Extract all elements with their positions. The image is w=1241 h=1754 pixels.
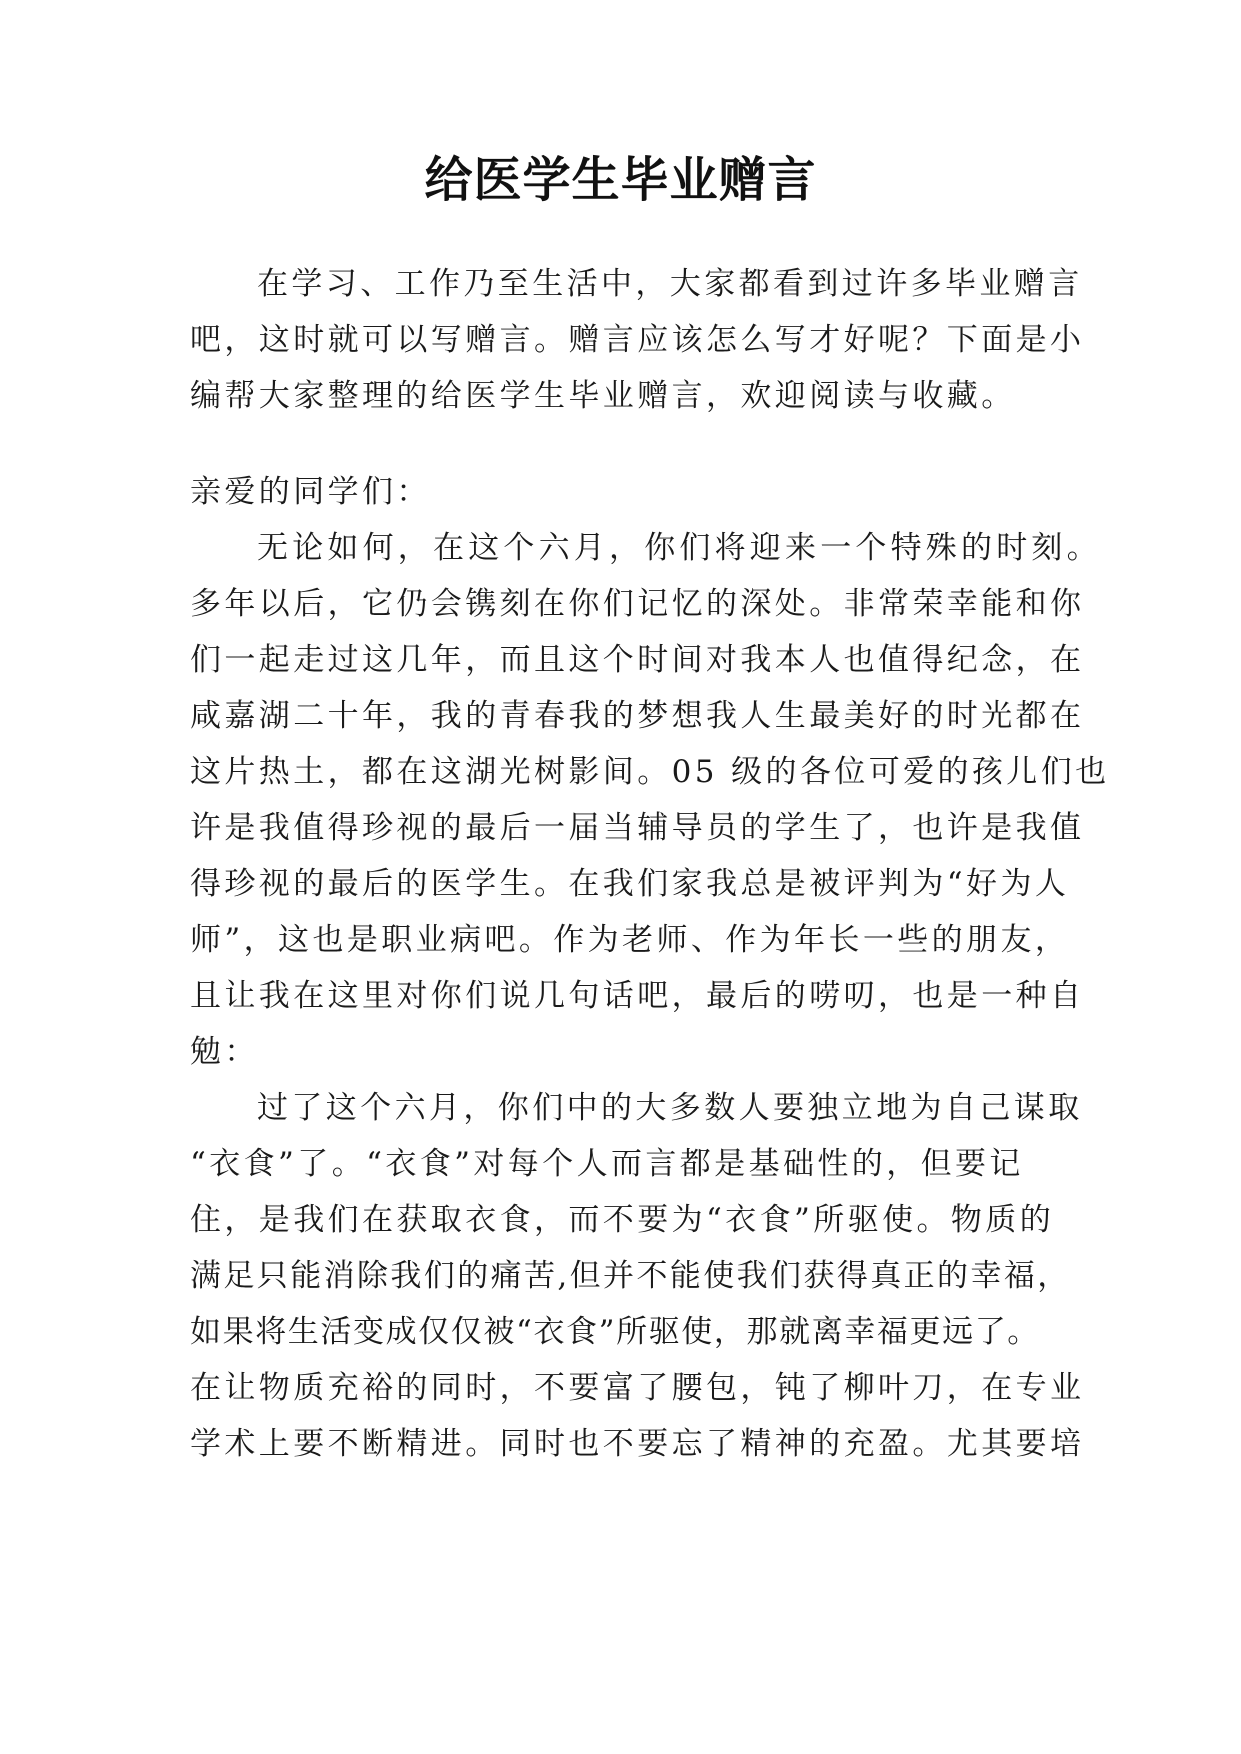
paragraph-line: 满足只能消除我们的痛苦,但并不能使我们获得真正的幸福， — [190, 1258, 1071, 1294]
paragraph-line: 学术上要不断精进。同时也不要忘了精神的充盈。尤其要培 — [190, 1426, 1085, 1462]
paragraph-line: 这片热土，都在这湖光树影间。05 级的各位可爱的孩儿们也 — [190, 754, 1110, 790]
intro-line: 编帮大家整理的给医学生毕业赠言，欢迎阅读与收藏。 — [190, 378, 1016, 414]
paragraph-line: 如果将生活变成仅仅被“衣食”所驱使，那就离幸福更远了。 — [190, 1314, 1040, 1350]
paragraph-line: 住，是我们在获取衣食，而不要为“衣食”所驱使。物质的 — [190, 1202, 1055, 1238]
intro-line: 吧，这时就可以写赠言。赠言应该怎么写才好呢？下面是小 — [190, 322, 1085, 358]
paragraph-line: 在让物质充裕的同时，不要富了腰包，钝了柳叶刀，在专业 — [190, 1370, 1085, 1406]
paragraph-line: 师”，这也是职业病吧。作为老师、作为年长一些的朋友， — [190, 922, 1070, 958]
paragraph-line: 过了这个六月，你们中的大多数人要独立地为自己谋取 — [257, 1090, 1083, 1126]
paragraph-line: 得珍视的最后的医学生。在我们家我总是被评判为“好为人 — [190, 866, 1070, 902]
paragraph-line: 勉： — [190, 1034, 259, 1070]
salutation: 亲爱的同学们： — [190, 474, 431, 510]
paragraph-line: “衣食”了。“衣食”对每个人而言都是基础性的，但要记 — [190, 1146, 1024, 1182]
paragraph-line: 多年以后，它仍会镌刻在你们记忆的深处。非常荣幸能和你 — [190, 586, 1085, 622]
intro-line: 在学习、工作乃至生活中，大家都看到过许多毕业赠言 — [257, 266, 1083, 302]
paragraph-line: 且让我在这里对你们说几句话吧，最后的唠叨，也是一种自 — [190, 978, 1085, 1014]
paragraph-line: 许是我值得珍视的最后一届当辅导员的学生了，也许是我值 — [190, 810, 1085, 846]
paragraph-line: 咸嘉湖二十年，我的青春我的梦想我人生最美好的时光都在 — [190, 698, 1085, 734]
page-title: 给医学生毕业赠言 — [424, 152, 817, 208]
paragraph-line: 无论如何，在这个六月，你们将迎来一个特殊的时刻。 — [257, 530, 1102, 566]
paragraph-line: 们一起走过这几年，而且这个时间对我本人也值得纪念，在 — [190, 642, 1085, 678]
